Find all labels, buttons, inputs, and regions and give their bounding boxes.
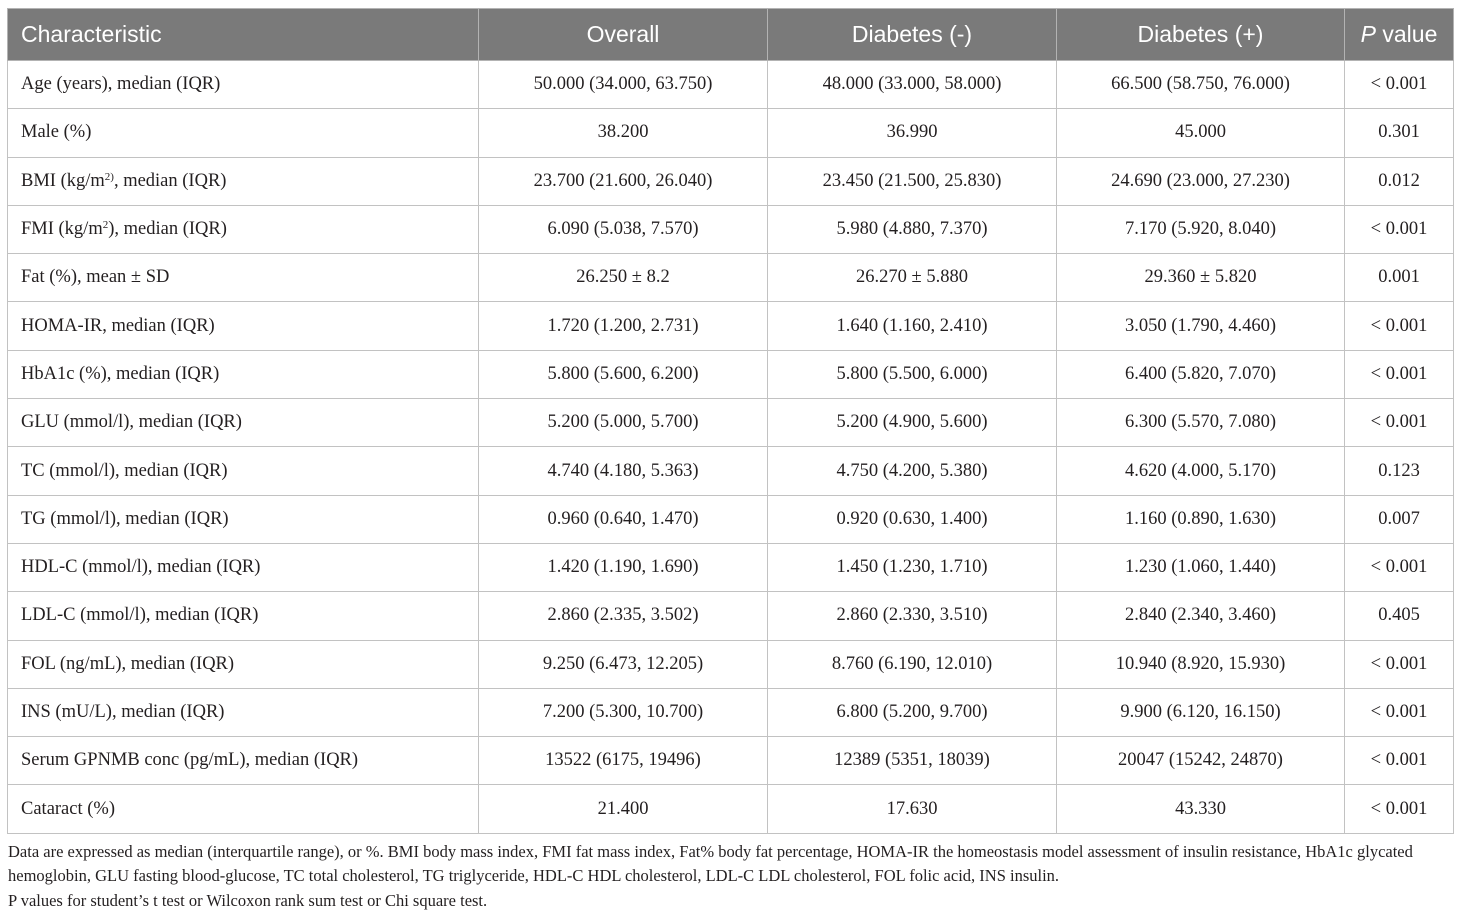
table-body [8, 61, 1454, 834]
footnote-abbreviations: Data are expressed as median (interquartile range), or %. BMI body mass index, FMI fat mass index, Fat% body fat percentage, HOMA-IR the homeostasis model assessment of insulin resistance, HbA1c glycated hemoglobin, GLU fasting blood-glucose, TC total cholesterol, TG triglyceride, HDL-C HDL cholesterol, LDL-C LDL cholesterol, FOL folic acid, INS insulin. [8, 841, 1413, 886]
table-row [8, 688, 1454, 736]
cell-p-value: < 0.001 [1345, 785, 1454, 833]
cell-diabetes-positive: 24.690 (23.000, 27.230) [1057, 157, 1345, 205]
row-label: Age (years), median (IQR) [8, 61, 479, 109]
row-label: HDL-C (mmol/l), median (IQR) [8, 543, 479, 591]
cell-p-value: < 0.001 [1345, 543, 1454, 591]
row-label: LDL-C (mmol/l), median (IQR) [8, 592, 479, 640]
cell-overall: 0.960 (0.640, 1.470) [479, 495, 768, 543]
cell-diabetes-positive: 6.400 (5.820, 7.070) [1057, 350, 1345, 398]
footnote-tests: P values for student’s t test or Wilcoxon rank sum test or Chi square test. [8, 890, 488, 910]
cell-overall: 13522 (6175, 19496) [479, 737, 768, 785]
cell-diabetes-positive: 10.940 (8.920, 15.930) [1057, 640, 1345, 688]
cell-overall: 4.740 (4.180, 5.363) [479, 447, 768, 495]
header-characteristic: Characteristic [8, 9, 479, 61]
cell-diabetes-negative: 23.450 (21.500, 25.830) [768, 157, 1057, 205]
row-label: Serum GPNMB conc (pg/mL), median (IQR) [8, 737, 479, 785]
header-diabetes-positive: Diabetes (+) [1057, 9, 1345, 61]
row-label-part: ), median (IQR) [108, 219, 227, 240]
row-label: GLU (mmol/l), median (IQR) [8, 399, 479, 447]
cell-overall: 9.250 (6.473, 12.205) [479, 640, 768, 688]
cell-diabetes-positive: 9.900 (6.120, 16.150) [1057, 688, 1345, 736]
table-row [8, 205, 1454, 253]
row-label: FOL (ng/mL), median (IQR) [8, 640, 479, 688]
cell-diabetes-negative: 5.980 (4.880, 7.370) [768, 205, 1057, 253]
row-label-superscript: 2) [104, 170, 114, 183]
table-row [8, 543, 1454, 591]
cell-p-value: 0.123 [1345, 447, 1454, 495]
cell-overall: 38.200 [479, 109, 768, 157]
row-label: TG (mmol/l), median (IQR) [8, 495, 479, 543]
cell-diabetes-negative: 1.450 (1.230, 1.710) [768, 543, 1057, 591]
cell-diabetes-negative: 0.920 (0.630, 1.400) [768, 495, 1057, 543]
cell-diabetes-negative: 17.630 [768, 785, 1057, 833]
cell-p-value: 0.001 [1345, 254, 1454, 302]
cell-diabetes-negative: 1.640 (1.160, 2.410) [768, 302, 1057, 350]
cell-diabetes-positive: 2.840 (2.340, 3.460) [1057, 592, 1345, 640]
cell-diabetes-positive: 45.000 [1057, 109, 1345, 157]
baseline-characteristics-table [7, 8, 1454, 834]
cell-p-value: < 0.001 [1345, 205, 1454, 253]
cell-diabetes-positive: 20047 (15242, 24870) [1057, 737, 1345, 785]
header-overall: Overall [479, 9, 768, 61]
row-label [8, 157, 479, 205]
row-label: Male (%) [8, 109, 479, 157]
table-figure [7, 8, 1453, 913]
cell-p-value: < 0.001 [1345, 61, 1454, 109]
cell-diabetes-negative: 12389 (5351, 18039) [768, 737, 1057, 785]
cell-diabetes-positive: 3.050 (1.790, 4.460) [1057, 302, 1345, 350]
cell-p-value: 0.007 [1345, 495, 1454, 543]
cell-diabetes-positive: 4.620 (4.000, 5.170) [1057, 447, 1345, 495]
row-label-superscript: 2 [102, 219, 109, 232]
cell-p-value: 0.012 [1345, 157, 1454, 205]
cell-overall: 2.860 (2.335, 3.502) [479, 592, 768, 640]
table-row [8, 785, 1454, 833]
cell-overall: 26.250 ± 8.2 [479, 254, 768, 302]
cell-overall: 5.200 (5.000, 5.700) [479, 399, 768, 447]
header-p-value [1345, 9, 1454, 61]
row-label: Fat (%), mean ± SD [8, 254, 479, 302]
cell-overall: 7.200 (5.300, 10.700) [479, 688, 768, 736]
cell-overall: 50.000 (34.000, 63.750) [479, 61, 768, 109]
cell-p-value: < 0.001 [1345, 737, 1454, 785]
cell-overall: 5.800 (5.600, 6.200) [479, 350, 768, 398]
cell-diabetes-negative: 26.270 ± 5.880 [768, 254, 1057, 302]
cell-diabetes-negative: 2.860 (2.330, 3.510) [768, 592, 1057, 640]
cell-diabetes-positive: 7.170 (5.920, 8.040) [1057, 205, 1345, 253]
cell-p-value: < 0.001 [1345, 640, 1454, 688]
row-label-part: FMI (kg/m [21, 219, 103, 240]
table-row [8, 447, 1454, 495]
row-label-part: BMI (kg/m [21, 170, 105, 191]
row-label: HbA1c (%), median (IQR) [8, 350, 479, 398]
header-p-rest: value [1375, 21, 1438, 47]
table-row [8, 592, 1454, 640]
cell-overall: 21.400 [479, 785, 768, 833]
table-row [8, 302, 1454, 350]
header-diabetes-negative: Diabetes (-) [768, 9, 1057, 61]
table-row [8, 495, 1454, 543]
row-label: Cataract (%) [8, 785, 479, 833]
cell-diabetes-negative: 36.990 [768, 109, 1057, 157]
table-row [8, 254, 1454, 302]
table-footnote [7, 840, 1453, 914]
cell-diabetes-positive: 66.500 (58.750, 76.000) [1057, 61, 1345, 109]
cell-diabetes-positive: 43.330 [1057, 785, 1345, 833]
cell-diabetes-positive: 29.360 ± 5.820 [1057, 254, 1345, 302]
table-row [8, 399, 1454, 447]
table-row [8, 350, 1454, 398]
cell-diabetes-negative: 48.000 (33.000, 58.000) [768, 61, 1057, 109]
cell-p-value: < 0.001 [1345, 302, 1454, 350]
cell-p-value: < 0.001 [1345, 399, 1454, 447]
cell-p-value: 0.301 [1345, 109, 1454, 157]
cell-diabetes-negative: 5.800 (5.500, 6.000) [768, 350, 1057, 398]
cell-diabetes-negative: 5.200 (4.900, 5.600) [768, 399, 1057, 447]
cell-diabetes-positive: 6.300 (5.570, 7.080) [1057, 399, 1345, 447]
cell-overall: 6.090 (5.038, 7.570) [479, 205, 768, 253]
cell-diabetes-positive: 1.160 (0.890, 1.630) [1057, 495, 1345, 543]
cell-overall: 1.720 (1.200, 2.731) [479, 302, 768, 350]
cell-overall: 1.420 (1.190, 1.690) [479, 543, 768, 591]
table-row [8, 640, 1454, 688]
cell-diabetes-negative: 8.760 (6.190, 12.010) [768, 640, 1057, 688]
row-label [8, 205, 479, 253]
cell-diabetes-negative: 6.800 (5.200, 9.700) [768, 688, 1057, 736]
table-row [8, 109, 1454, 157]
cell-p-value: < 0.001 [1345, 350, 1454, 398]
cell-diabetes-positive: 1.230 (1.060, 1.440) [1057, 543, 1345, 591]
table-row [8, 157, 1454, 205]
table-row [8, 61, 1454, 109]
cell-diabetes-negative: 4.750 (4.200, 5.380) [768, 447, 1057, 495]
row-label: HOMA-IR, median (IQR) [8, 302, 479, 350]
cell-p-value: 0.405 [1345, 592, 1454, 640]
header-row [8, 9, 1454, 61]
table-row [8, 737, 1454, 785]
cell-p-value: < 0.001 [1345, 688, 1454, 736]
row-label: INS (mU/L), median (IQR) [8, 688, 479, 736]
row-label: TC (mmol/l), median (IQR) [8, 447, 479, 495]
header-p-italic: P [1360, 21, 1376, 47]
row-label-part: , median (IQR) [113, 170, 227, 191]
cell-overall: 23.700 (21.600, 26.040) [479, 157, 768, 205]
